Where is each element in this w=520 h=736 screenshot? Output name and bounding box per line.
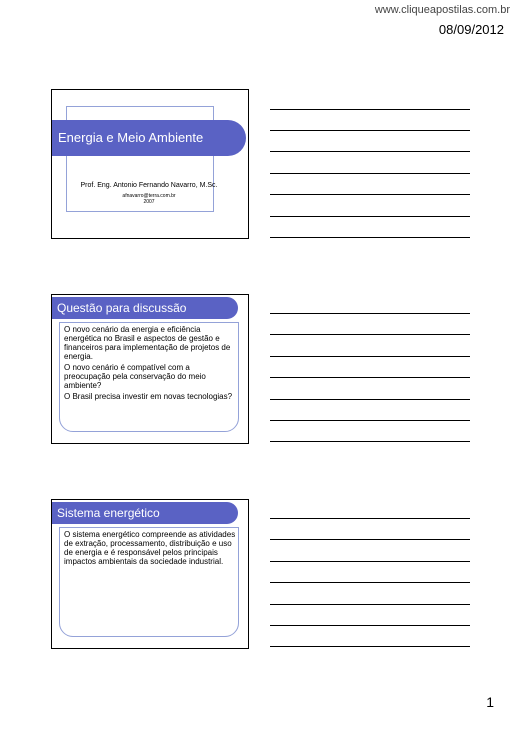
slide-year: 2007 xyxy=(143,199,155,205)
slide-thumbnail-3 xyxy=(51,499,249,649)
slide-title: Questão para discussão xyxy=(52,297,238,319)
slide-bullet: O Brasil precisa investir em novas tecnologias? xyxy=(64,392,233,401)
note-line xyxy=(270,237,470,238)
note-line xyxy=(270,151,470,152)
note-line xyxy=(270,420,470,421)
slide-bullet-list xyxy=(64,325,236,403)
note-line xyxy=(270,539,470,540)
note-line xyxy=(270,399,470,400)
note-line xyxy=(270,356,470,357)
site-url: www.cliqueapostilas.com.br xyxy=(374,4,510,16)
note-line xyxy=(270,334,470,335)
slide-author: Prof. Eng. Antonio Fernando Navarro, M.Sc. xyxy=(80,182,218,189)
slide-thumbnail-1 xyxy=(51,89,249,239)
note-line xyxy=(270,625,470,626)
slide-email: afnavarro@terra.com.br xyxy=(122,193,176,199)
note-line xyxy=(270,582,470,583)
note-line xyxy=(270,109,470,110)
slide-bullet: O sistema energético compreende as atividades de extração, processamento, distribuição e uso de energia e é responsável pelos principais impactos ambientais da sociedade industrial. xyxy=(64,530,236,566)
slide-bullet: O novo cenário da energia e eficiência energética no Brasil e aspectos de gestão e financeiros para implementação de projetos de energia. xyxy=(64,325,231,361)
page-number: 1 xyxy=(486,694,494,710)
note-line xyxy=(270,130,470,131)
note-line xyxy=(270,646,470,647)
slide-title: Energia e Meio Ambiente xyxy=(52,120,246,156)
note-line xyxy=(270,173,470,174)
note-line xyxy=(270,377,470,378)
note-line xyxy=(270,216,470,217)
slide-bullet-list xyxy=(64,530,236,568)
slide-title: Sistema energético xyxy=(52,502,238,524)
slide-bullet: O novo cenário é compatível com a preocupação pela conservação do meio ambiente? xyxy=(64,363,206,390)
note-line xyxy=(270,313,470,314)
note-line xyxy=(270,604,470,605)
note-line xyxy=(270,518,470,519)
print-date: 08/09/2012 xyxy=(438,22,504,37)
note-line xyxy=(270,561,470,562)
slide-thumbnail-2 xyxy=(51,294,249,444)
note-line xyxy=(270,441,470,442)
note-line xyxy=(270,194,470,195)
